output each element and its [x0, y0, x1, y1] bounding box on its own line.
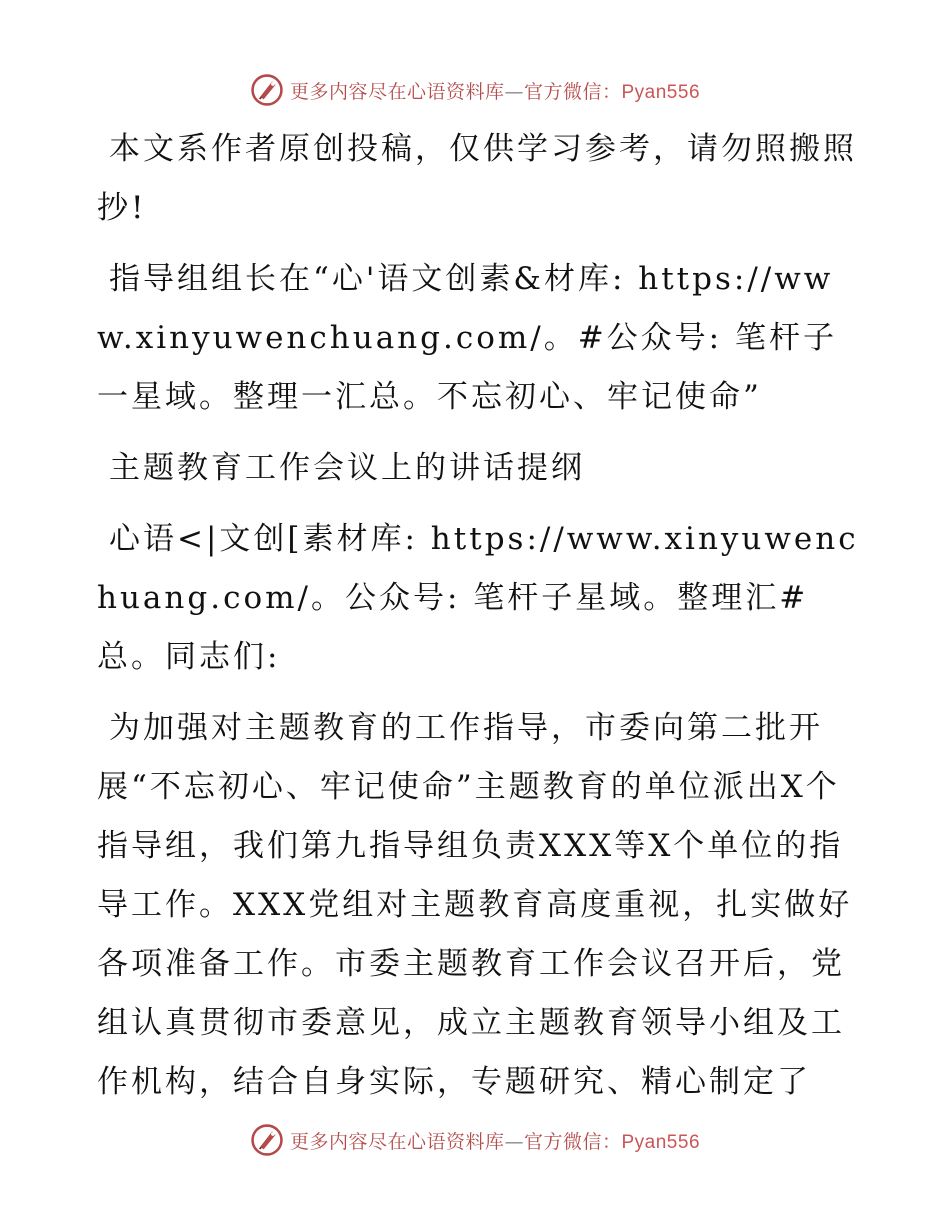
paragraph-subtitle: 主题教育工作会议上的讲话提纲: [109, 450, 585, 486]
pen-nib-logo-icon: [250, 73, 284, 107]
watermark-text: 更多内容尽在心语资料库—官方微信：Pyan556: [289, 80, 701, 103]
paragraph-disclaimer: 本文系作者原创投稿，仅供学习参考，请勿照搬照抄!: [97, 131, 857, 226]
paragraph-intro-title: 指导组组长在“心'语文创素&材库: https://www.xinyuwenchuang.com/。#公众号: 笔杆子一星域。整理一汇总。不忘初心、牢记使命”: [97, 261, 837, 415]
header-watermark: [0, 70, 950, 110]
footer-watermark: [0, 1120, 950, 1160]
watermark-text: 更多内容尽在心语资料库—官方微信：Pyan556: [289, 1130, 701, 1153]
document-body: [97, 120, 867, 1112]
pen-nib-logo-icon: [250, 1123, 284, 1157]
paragraph-body: 为加强对主题教育的工作指导，市委向第二批开展“不忘初心、牢记使命”主题教育的单位派出X个指导组，我们第九指导组负责XXX等X个单位的指导工作。XXX党组对主题教育高度重视，扎实做好各项准备工作。市委主题教育工作会议召开后，党组认真贯彻市委意见，成立主题教育领导小组及工作机构，结合自身实际，专题研究、精心制定了: [97, 710, 853, 1100]
paragraph-source-greeting: 心语<|文创[素材库: https://www.xinyuwenchuang.com/。公众号: 笔杆子星域。整理汇#总。同志们:: [97, 521, 859, 675]
